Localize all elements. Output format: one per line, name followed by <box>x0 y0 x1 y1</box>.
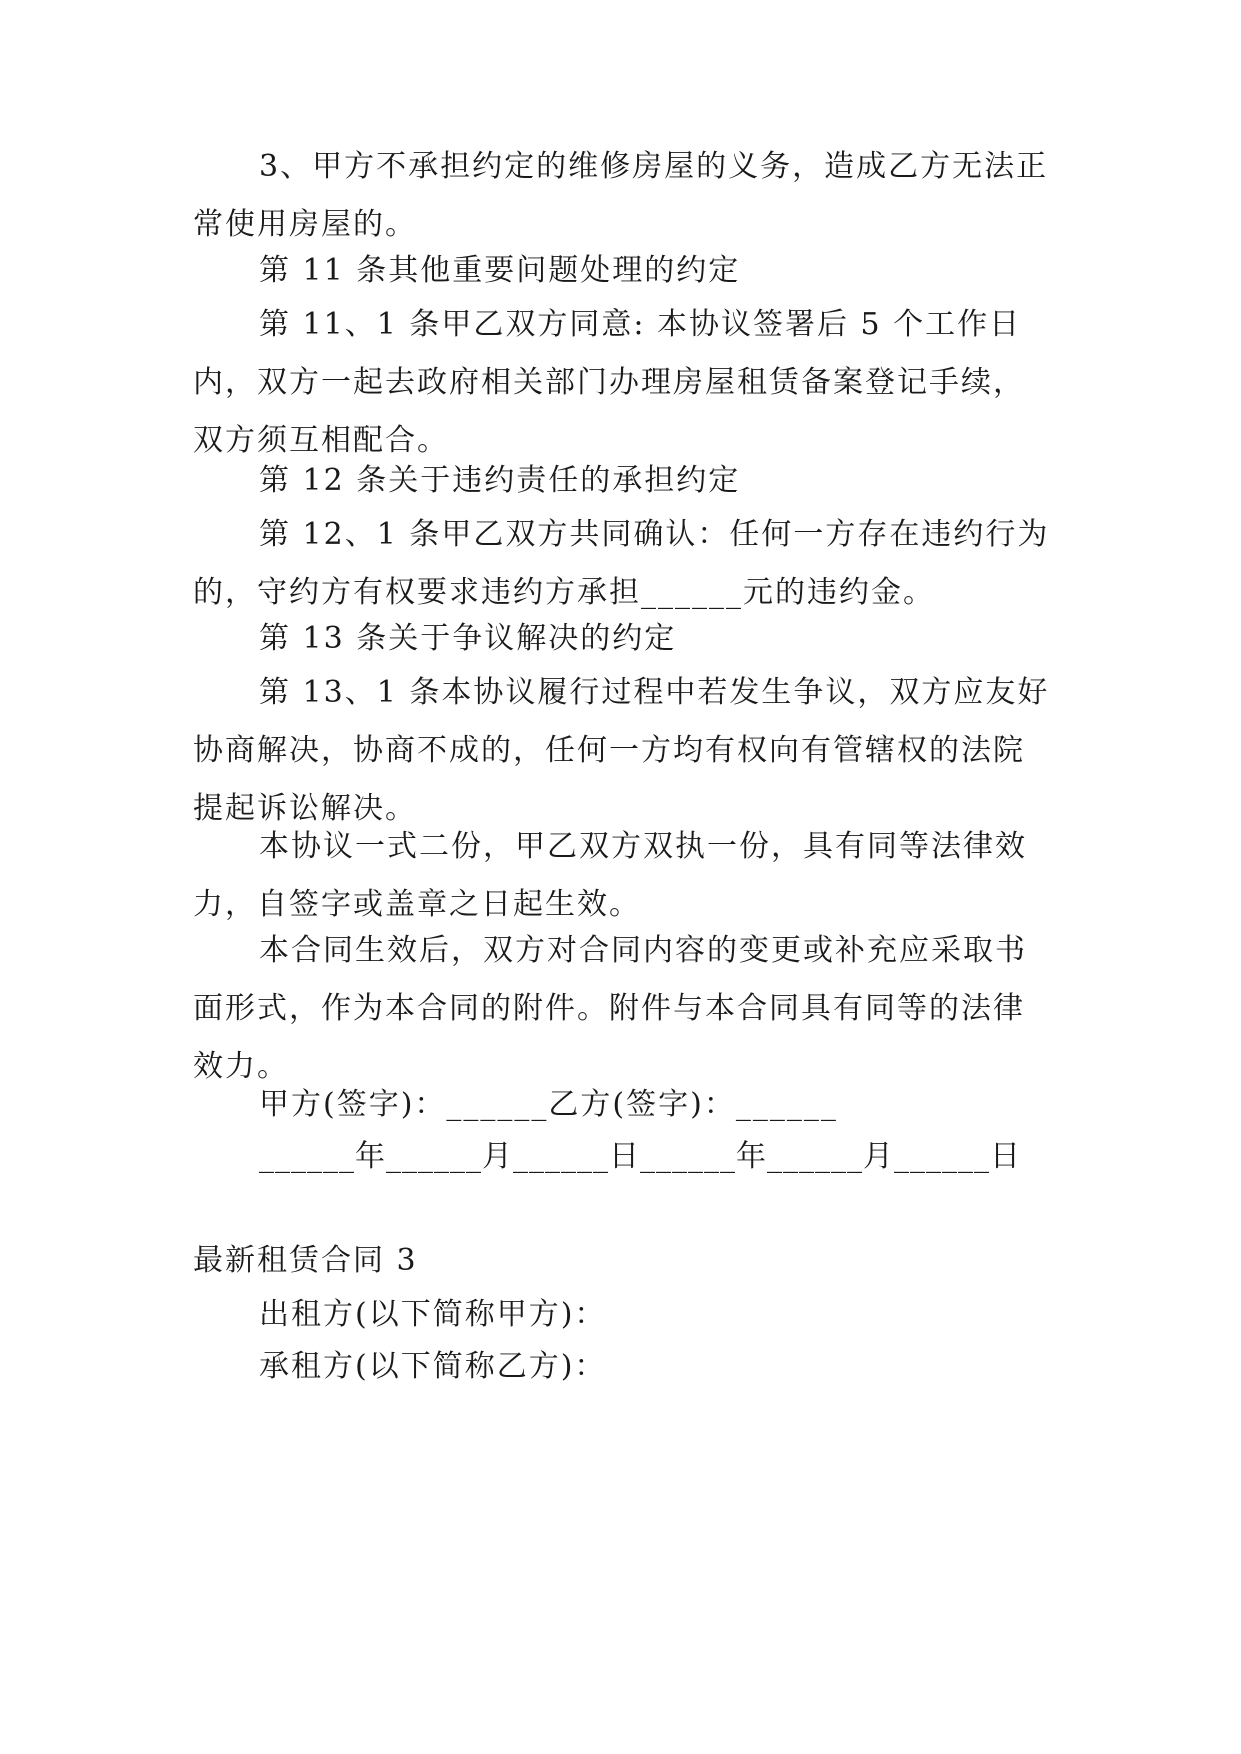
paragraph-article-11-1: 第 11、1 条甲乙双方同意: 本协议签署后 5 个工作日内，双方一起去政府相关部门办理房屋租赁备案登记手续，双方须互相配合。 <box>193 307 1025 458</box>
heading-article-13: 第 13 条关于争议解决的约定 <box>259 621 677 656</box>
paragraph-article-13-1: 第 13、1 条本协议履行过程中若发生争议，双方应友好协商解决，协商不成的，任何一方均有权向有管辖权的法院提起诉讼解决。 <box>193 675 1050 826</box>
signature-line: 甲方(签字)：______乙方(签字)：______ <box>259 1087 838 1122</box>
paragraph-copies-effect: 本协议一式二份，甲乙双方双执一份，具有同等法律效力，自签字或盖章之日起生效。 <box>193 829 1027 922</box>
paragraph-repair-obligation: 3、甲方不承担约定的维修房屋的义务，造成乙方无法正常使用房屋的。 <box>193 149 1049 242</box>
heading-article-12: 第 12 条关于违约责任的承担约定 <box>259 463 741 498</box>
party-lessor: 出租方(以下简称甲方)： <box>259 1297 607 1332</box>
section-title: 最新租赁合同 3 <box>193 1243 418 1278</box>
paragraph-amendments: 本合同生效后，双方对合同内容的变更或补充应采取书面形式，作为本合同的附件。附件与本合同具有同等的法律效力。 <box>193 933 1027 1084</box>
heading-article-11: 第 11 条其他重要问题处理的约定 <box>259 253 741 288</box>
paragraph-article-12-1: 第 12、1 条甲乙双方共同确认：任何一方存在违约行为的，守约方有权要求违约方承担______元的违约金。 <box>193 517 1050 610</box>
date-line: ______年______月______日______年______月______日 <box>259 1139 1021 1174</box>
party-lessee: 承租方(以下简称乙方)： <box>259 1349 607 1384</box>
